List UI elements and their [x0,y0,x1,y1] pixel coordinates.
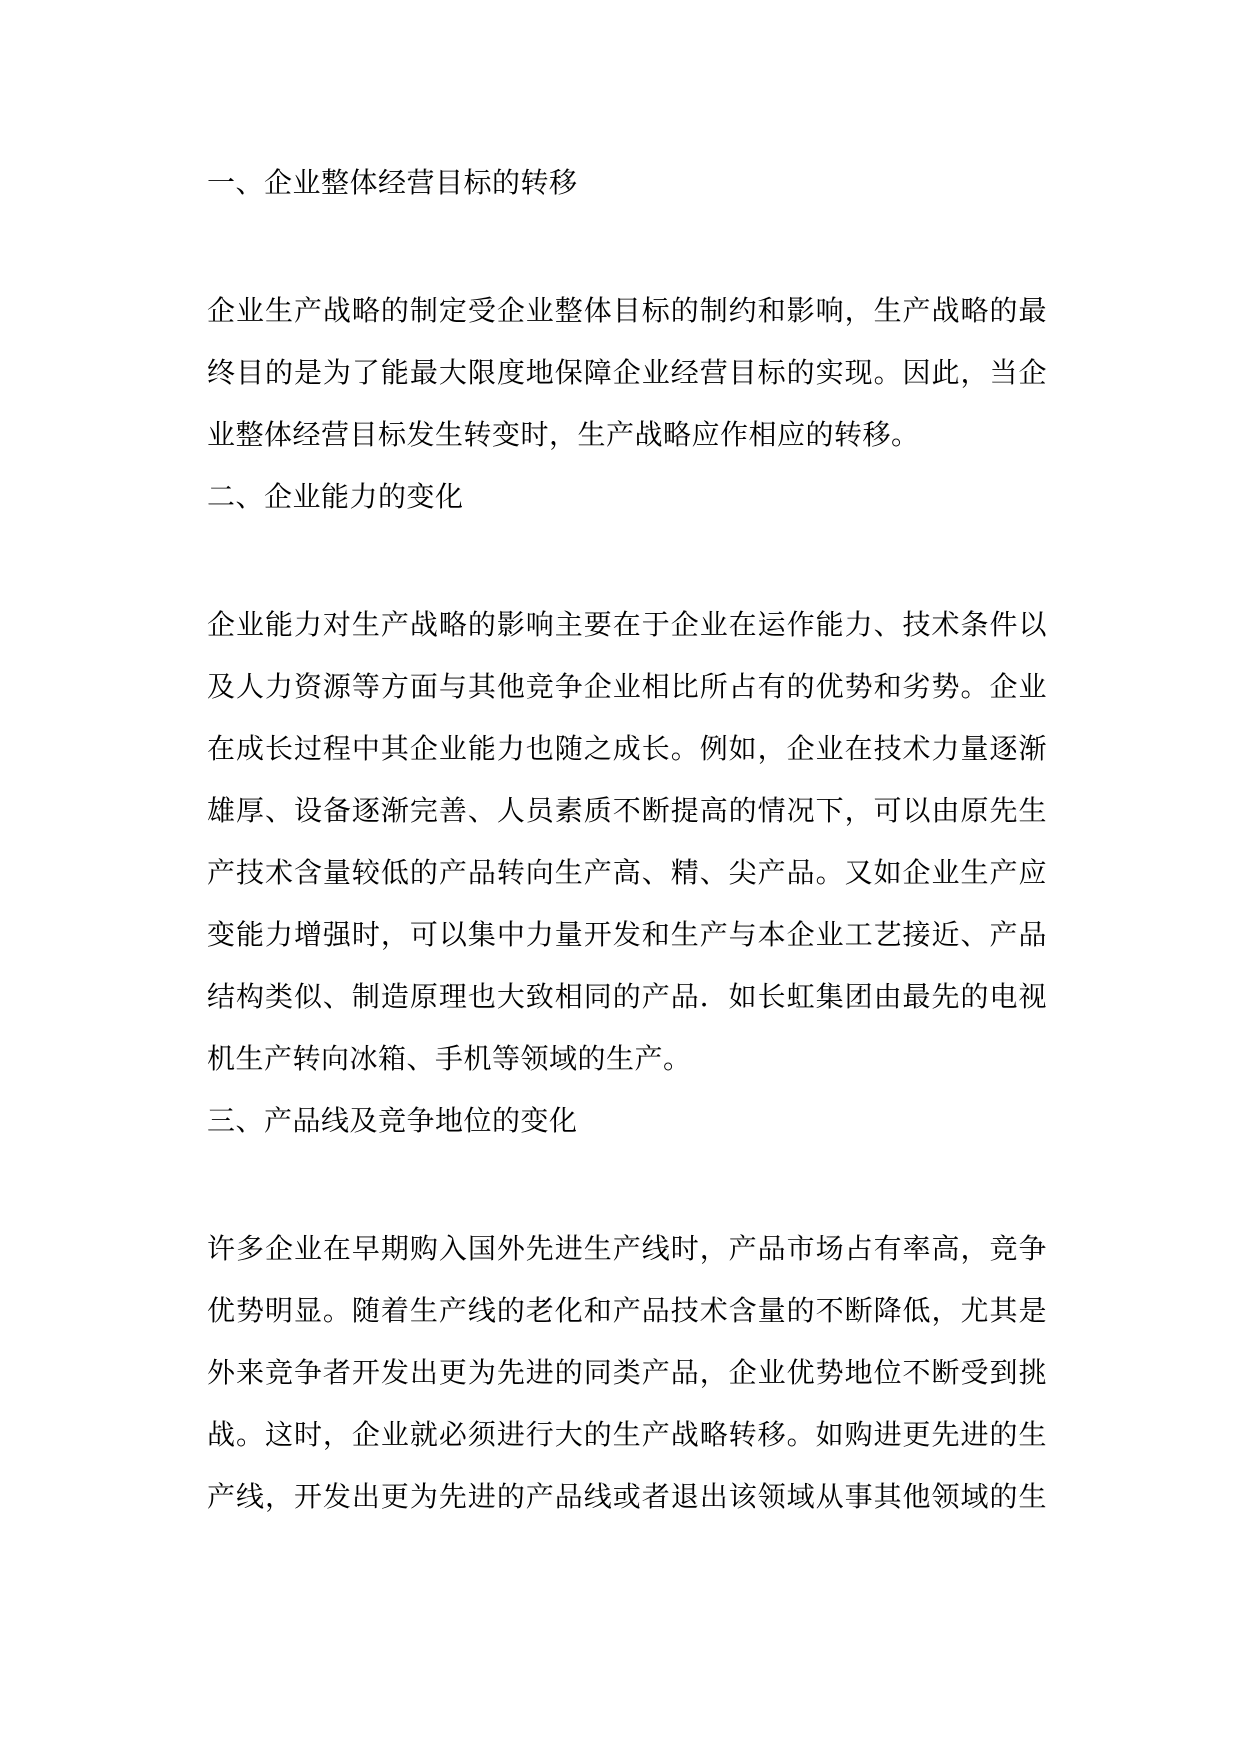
paragraph-line: 终目的是为了能最大限度地保障企业经营目标的实现。因此，当企 [207,356,1047,389]
heading-spacer [207,528,1047,594]
paragraph-line: 产线，开发出更为先进的产品线或者退出该领域从事其他领域的生 [207,1480,1047,1513]
paragraph-line: 变能力增强时，可以集中力量开发和生产与本企业工艺接近、产品 [207,918,1047,951]
paragraph-line: 机生产转向冰箱、手机等领域的生产。 [207,1042,692,1075]
heading-spacer [207,214,1047,280]
paragraph-line: 产技术含量较低的产品转向生产高、精、尖产品。又如企业生产应 [207,856,1047,889]
section-heading-1: 一、企业整体经营目标的转移 [207,166,578,199]
paragraph-line: 企业能力对生产战略的影响主要在于企业在运作能力、技术条件以 [207,608,1047,641]
paragraph-line: 优势明显。随着生产线的老化和产品技术含量的不断降低，尤其是 [207,1294,1047,1327]
paragraph-line: 业整体经营目标发生转变时，生产战略应作相应的转移。 [207,418,920,451]
document-body [207,152,1047,1528]
section-heading-2: 二、企业能力的变化 [207,480,464,513]
paragraph-line: 战。这时，企业就必须进行大的生产战略转移。如购进更先进的生 [207,1418,1047,1451]
paragraph-line: 企业生产战略的制定受企业整体目标的制约和影响，生产战略的最 [207,294,1047,327]
paragraph-line: 外来竞争者开发出更为先进的同类产品，企业优势地位不断受到挑 [207,1356,1047,1389]
section-heading-3: 三、产品线及竞争地位的变化 [207,1104,578,1137]
section-paragraph-2 [207,594,1047,1090]
paragraph-line: 许多企业在早期购入国外先进生产线时，产品市场占有率高，竞争 [207,1232,1047,1265]
section-paragraph-3 [207,1218,1047,1528]
paragraph-line: 雄厚、设备逐渐完善、人员素质不断提高的情况下，可以由原先生 [207,794,1047,827]
section-paragraph-1 [207,280,1047,466]
paragraph-line: 在成长过程中其企业能力也随之成长。例如，企业在技术力量逐渐 [207,732,1047,765]
paragraph-line: 及人力资源等方面与其他竞争企业相比所占有的优势和劣势。企业 [207,670,1047,703]
paragraph-line: 结构类似、制造原理也大致相同的产品．如长虹集团由最先的电视 [207,980,1047,1013]
heading-spacer [207,1152,1047,1218]
